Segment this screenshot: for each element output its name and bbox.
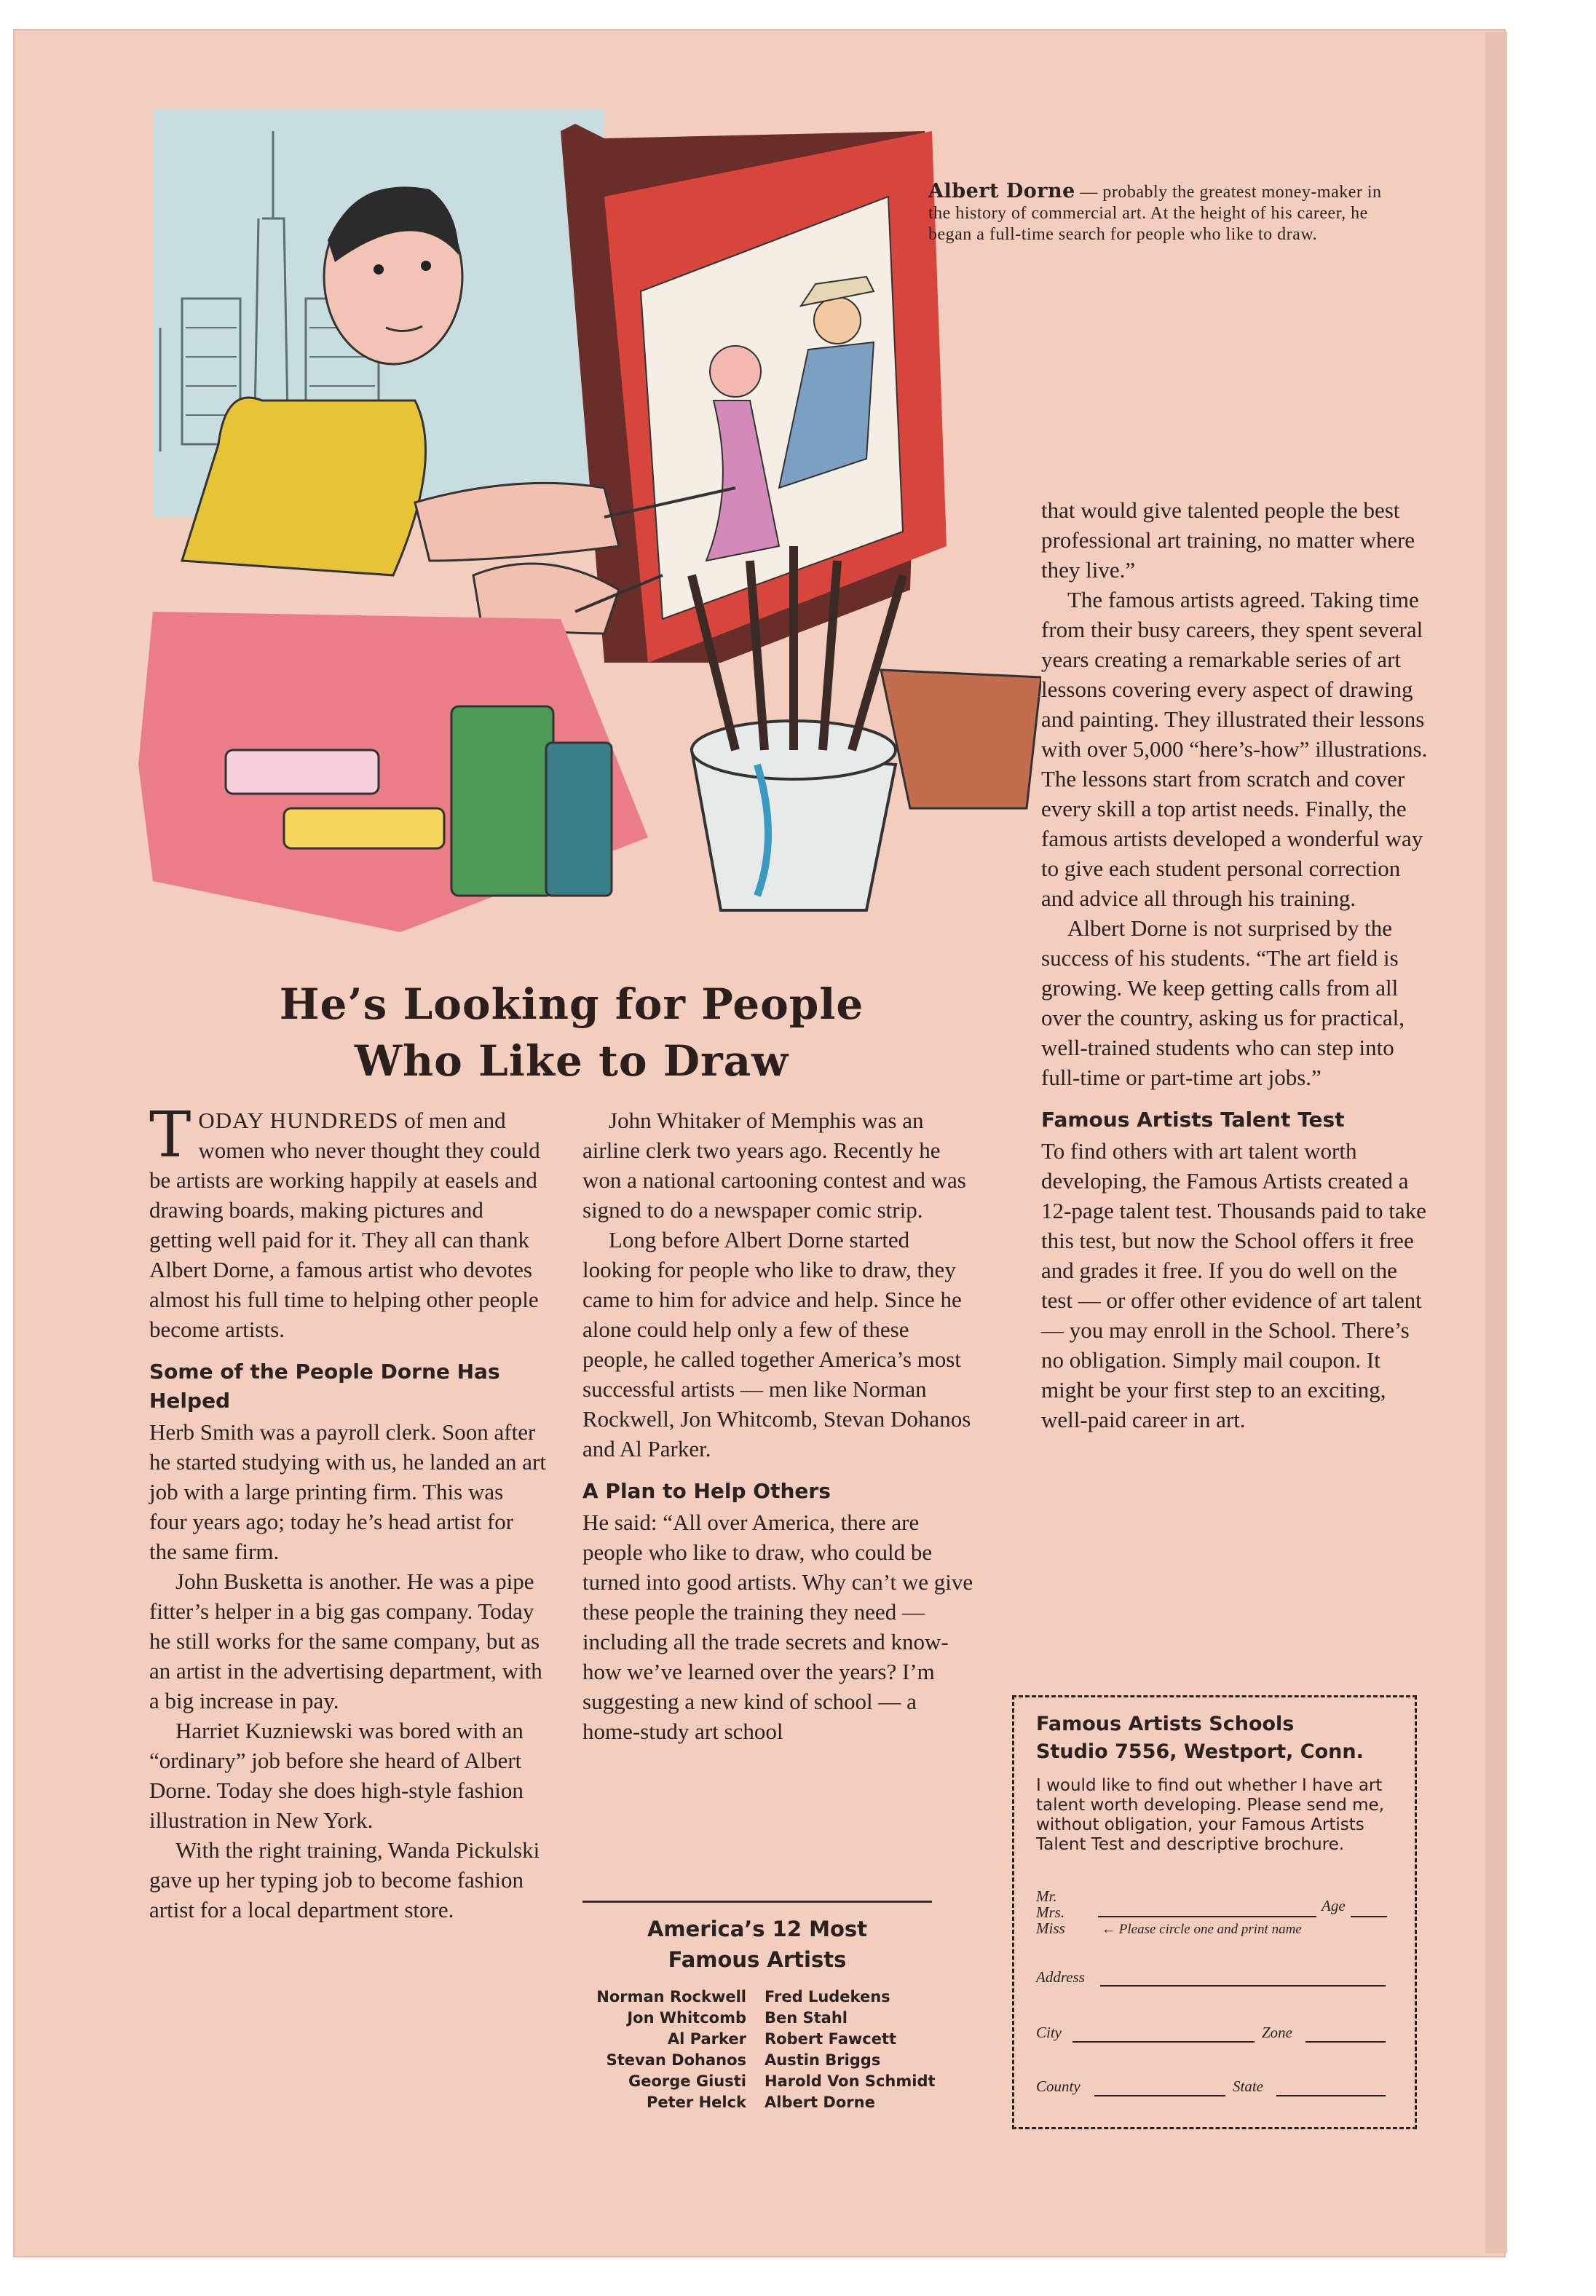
paragraph-artists-agreed: The famous artists agreed. Taking time from their busy careers, they spent several years creating a remarkable series of art lessons covering every aspect of drawing and painting. They illustrated their lessons with over 5,000 “here’s-how” illustrations. The lessons start from scratch and cover every skill a top artist needs. Finally, the famous artists developed a wonderful way to give each student personal correction and advice all through his training. xyxy=(1041,587,1428,911)
column-2 xyxy=(582,1105,979,1746)
column-1 xyxy=(149,1099,546,1925)
paragraph-harriet-kuzniewski: Harriet Kuzniewski was bored with an “ordinary” job before she heard of Albert Dorne. Today she does high-style fashion illustration in New York. xyxy=(149,1718,524,1833)
address-label: Address xyxy=(1036,1968,1085,1986)
artist-name: Jon Whitcomb xyxy=(627,2009,746,2027)
county-field[interactable] xyxy=(1094,2095,1225,2096)
artist-name: Austin Briggs xyxy=(765,2051,881,2069)
age-field[interactable] xyxy=(1351,1916,1387,1917)
column-3 xyxy=(1041,495,1431,1435)
artist-name: Al Parker xyxy=(667,2030,746,2048)
paragraph-john-whitaker: John Whitaker of Memphis was an airline clerk two years ago. Recently he won a national cartooning contest and was signed to do a newspaper comic strip. xyxy=(582,1108,966,1223)
paragraph-john-busketta: John Busketta is another. He was a pipe fitter’s helper in a big gas company. Today he still works for the same company, but as an artist in the advertising department, with a big increase in pay. xyxy=(149,1569,542,1713)
coupon-title xyxy=(1036,1711,1364,1766)
salutation-mrs[interactable]: Mrs. xyxy=(1036,1904,1065,1921)
coupon-title-line-1: Famous Artists Schools xyxy=(1036,1713,1295,1735)
state-field[interactable] xyxy=(1276,2095,1386,2096)
address-field[interactable] xyxy=(1100,1985,1386,1987)
section-heading-plan: A Plan to Help Others xyxy=(582,1479,831,1503)
city-label: City xyxy=(1036,2024,1062,2041)
age-label: Age xyxy=(1322,1897,1346,1914)
headline-line-2: Who Like to Draw xyxy=(354,1036,789,1086)
intro-paragraph xyxy=(149,1099,546,1344)
city-field[interactable] xyxy=(1072,2041,1255,2043)
paragraph-not-surprised: Albert Dorne is not surprised by the success of his students. “The art field is growing. We keep getting calls from all over the country, asking us for practical, well-trained students who can step into full-time or part-time art jobs.” xyxy=(1041,915,1405,1090)
state-label: State xyxy=(1233,2078,1263,2095)
mail-coupon xyxy=(1012,1695,1417,2129)
paragraph-he-said: He said: “All over America, there are people who like to draw, who could be turned into good artists. Why can’t we give these people the training they need — including all the trade secrets and know-how we’ve learned over the years? I’m suggesting a new kind of school — a home-study art school xyxy=(582,1510,973,1744)
famous-title-line-1: America’s 12 Most xyxy=(647,1917,868,1941)
artist-name: Fred Ludekens xyxy=(765,1988,890,2005)
intro-text: of men and women who never thought they could be artists are working happily at easels and drawing boards, making pictures and getting well paid for it. They all can thank Albert Dorne, a famous artist who devotes almost his full time to helping other people become artists. xyxy=(149,1108,540,1342)
artist-name: George Giusti xyxy=(628,2072,746,2090)
salutation-mr[interactable]: Mr. xyxy=(1036,1887,1057,1905)
name-note: ← Please circle one and print name xyxy=(1102,1922,1302,1937)
salutation-miss[interactable]: Miss xyxy=(1036,1920,1065,1937)
lead-small-caps: ODAY HUNDREDS xyxy=(198,1108,399,1133)
illustration-caption xyxy=(928,181,1394,245)
headline-line-1: He’s Looking for People xyxy=(279,979,864,1029)
famous-artists-title xyxy=(582,1914,932,1975)
paragraph-wanda-pickulski: With the right training, Wanda Pickulski gave up her typing job to become fashion artist for a local department store. xyxy=(149,1837,540,1922)
coupon-body: I would like to find out whether I have art talent worth developing. Please send me, without obligation, your Famous Artists Talent Test and descriptive brochure. xyxy=(1036,1776,1385,1854)
artist-name: Stevan Dohanos xyxy=(606,2051,746,2069)
zone-label: Zone xyxy=(1262,2024,1292,2041)
name-note-text: Please circle one and print name xyxy=(1118,1922,1302,1937)
artist-name: Norman Rockwell xyxy=(596,1988,746,2005)
name-field[interactable] xyxy=(1098,1916,1316,1917)
paragraph-talent-test: To find others with art talent worth developing, the Famous Artists created a 12-page talent test. Thousands paid to take this test, but now the School offers it free and grades it free. If you do well on the test — or offer other evidence of art talent — you may enroll in the School. There’s no obligation. Simply mail coupon. It might be your first step to an exciting, well-paid career in art. xyxy=(1041,1138,1426,1432)
salutation-options[interactable] xyxy=(1036,1888,1065,1936)
paragraph-herb-smith: Herb Smith was a payroll clerk. Soon after he started studying with us, he landed an art job with a large printing firm. This was four years ago; today he’s head artist for the same firm. xyxy=(149,1419,546,1564)
paragraph-continued: that would give talented people the best professional art training, no matter where they live.” xyxy=(1041,497,1415,583)
headline xyxy=(142,976,1001,1089)
artist-name: Peter Helck xyxy=(646,2094,746,2111)
section-heading-talent-test: Famous Artists Talent Test xyxy=(1041,1108,1345,1132)
paragraph-long-before: Long before Albert Dorne started looking for people who like to draw, they came to him for advice and help. Since he alone could help only a few of these people, he called together America’s most successful artists — men like Norman Rockwell, Jon Whitcomb, Stevan Dohanos and Al Parker. xyxy=(582,1227,971,1461)
divider-rule xyxy=(582,1901,932,1903)
artist-name: Albert Dorne xyxy=(765,2094,875,2111)
coupon-title-line-2: Studio 7556, Westport, Conn. xyxy=(1036,1740,1364,1763)
famous-title-line-2: Famous Artists xyxy=(668,1947,847,1972)
artist-illustration xyxy=(138,109,1041,965)
artist-name: Harold Von Schmidt xyxy=(765,2072,936,2090)
caption-text: — probably the greatest money-maker in the history of commercial art. At the height of his career, he began a full-time search for people who like to draw. xyxy=(928,183,1382,244)
drop-cap: T xyxy=(149,1099,191,1172)
caption-name: Albert Dorne xyxy=(928,180,1075,202)
artist-name: Ben Stahl xyxy=(765,2009,848,2027)
section-heading-people-helped: Some of the People Dorne Has Helped xyxy=(149,1360,500,1413)
artist-name: Robert Fawcett xyxy=(765,2030,897,2048)
county-label: County xyxy=(1036,2078,1081,2095)
page-edge xyxy=(1485,32,1507,2253)
zone-field[interactable] xyxy=(1305,2041,1386,2043)
